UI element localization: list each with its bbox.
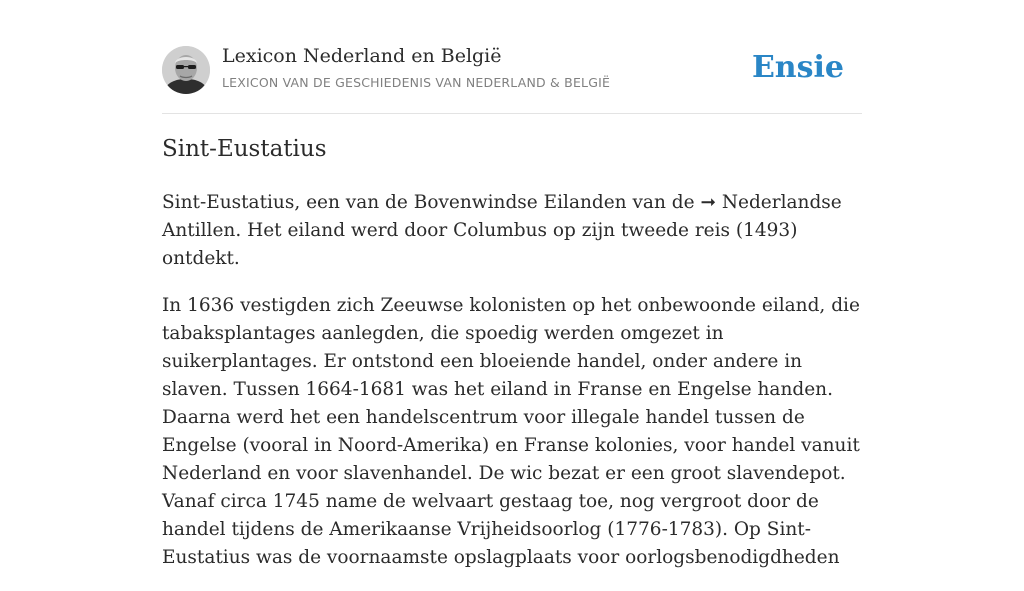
site-header (162, 0, 862, 114)
paragraph-text: Sint-Eustatius, een van de Bovenwindse Eilanden van de (162, 192, 701, 213)
article-body (162, 189, 862, 591)
site-subtitle: LEXICON VAN DE GESCHIEDENIS VAN NEDERLAND & BELGIË (222, 75, 611, 90)
article-paragraph: In 1636 vestigden zich Zeeuwse kolonisten op het onbewoonde eiland, die tabaksplantages aanlegden, die spoedig werden omgezet in suikerplantages. Er ontstond een bloeiende handel, onder andere in slaven. Tussen 1664-1681 was het eiland in Franse en Engelse handen. Daarna werd het een handelscentrum voor illegale handel tussen de Engelse (vooral in Noord-Amerika) en Franse kolonies, voor handel vanuit Nederland en voor slavenhandel. De wic bezat er een groot slavendepot. Vanaf circa 1745 name de welvaart gestaag toe, nog vergroot door de handel tijdens de Amerikaanse Vrijheidsoorlog (1776-1783). Op Sint-Eustatius was de voornaamste opslagplaats voor oorlogsbenodigdheden (162, 295, 860, 568)
paragraph-text: Het eiland werd door Columbus op zijn tweede reis (1493) ontdekt. (162, 220, 798, 269)
article-title: Sint-Eustatius (162, 136, 327, 162)
article-paragraph (162, 189, 862, 273)
cross-reference-label: Nederlandse Antillen. (162, 192, 842, 241)
page (162, 0, 862, 568)
arrow-right-icon: ➞ (700, 192, 716, 213)
author-avatar[interactable] (162, 46, 210, 94)
site-title-link[interactable]: Lexicon Nederland en België (222, 45, 502, 67)
author-portrait-icon (162, 46, 210, 94)
ensie-logo-link[interactable]: Ensie (751, 50, 844, 85)
